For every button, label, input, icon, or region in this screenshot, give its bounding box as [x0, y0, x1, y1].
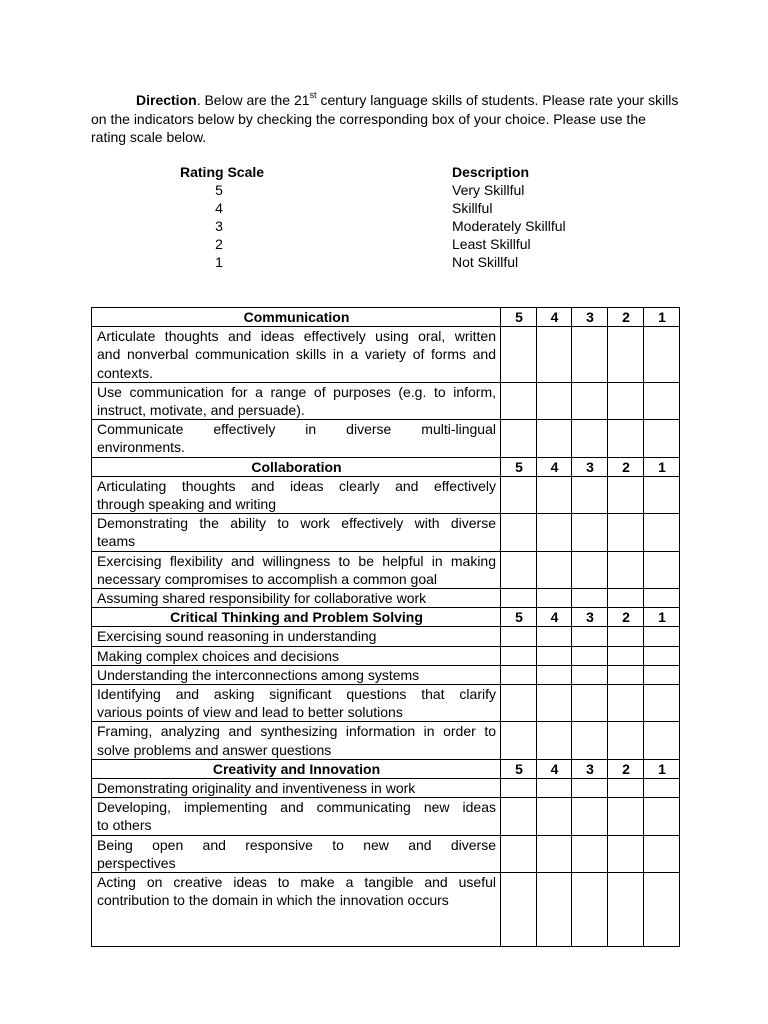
rating-checkbox-cell[interactable]	[501, 551, 537, 588]
rating-scale-row	[180, 181, 600, 199]
rating-checkbox-cell[interactable]	[537, 476, 572, 513]
indicator-row	[92, 722, 680, 759]
indicator-text	[92, 779, 501, 798]
indicator-line: teams	[97, 533, 136, 550]
rating-checkbox-cell[interactable]	[572, 327, 608, 383]
rating-checkbox-cell[interactable]	[608, 835, 644, 872]
rating-checkbox-cell[interactable]	[644, 476, 680, 513]
rating-checkbox-cell[interactable]	[572, 589, 608, 608]
rating-column-header: 1	[644, 457, 680, 476]
section-header-row	[92, 308, 680, 327]
indicator-text	[92, 551, 501, 588]
rating-column-header: 3	[572, 457, 608, 476]
indicator-line: solve problems and answer questions	[97, 741, 332, 758]
indicator-row	[92, 382, 680, 419]
indicator-line: Exercising sound reasoning in understanding	[97, 628, 377, 645]
rating-checkbox-cell[interactable]	[501, 476, 537, 513]
rating-checkbox-cell[interactable]	[608, 551, 644, 588]
rating-checkbox-cell[interactable]	[501, 627, 537, 646]
indicator-row	[92, 476, 680, 513]
rating-column-header: 3	[572, 608, 608, 627]
rating-checkbox-cell[interactable]	[572, 685, 608, 722]
rating-column-header: 4	[537, 608, 572, 627]
indicator-text	[92, 514, 501, 551]
section-title: Creativity and Innovation	[92, 759, 501, 778]
rating-column-header: 2	[608, 759, 644, 778]
section-title: Collaboration	[92, 457, 501, 476]
indicator-line: contribution to the domain in which the innovation occurs	[97, 892, 449, 909]
rating-checkbox-cell[interactable]	[501, 514, 537, 551]
rating-checkbox-cell[interactable]	[537, 779, 572, 798]
rating-checkbox-cell[interactable]	[572, 873, 608, 946]
rating-checkbox-cell[interactable]	[501, 665, 537, 684]
indicator-row	[92, 685, 680, 722]
rating-checkbox-cell[interactable]	[572, 476, 608, 513]
rating-checkbox-cell[interactable]	[608, 779, 644, 798]
indicator-line: necessary compromises to accomplish a common goal	[97, 570, 438, 587]
rating-scale-description: Skillful	[452, 200, 493, 216]
indicator-line: to others	[97, 817, 152, 834]
rating-checkbox-cell[interactable]	[572, 514, 608, 551]
direction-text-end: century language skills of students. Please rate your skills on the indicators below by checking the corresponding box of your choice. Please use the rating scale below.	[91, 92, 679, 145]
rating-checkbox-cell[interactable]	[572, 665, 608, 684]
rating-checkbox-cell[interactable]	[644, 589, 680, 608]
rating-scale-row	[180, 217, 600, 235]
indicator-line: Use communication for a range of purposes (e.g. to inform,	[97, 383, 496, 400]
rating-checkbox-cell[interactable]	[644, 685, 680, 722]
indicator-line: perspectives	[97, 854, 176, 871]
rating-checkbox-cell[interactable]	[537, 835, 572, 872]
rating-checkbox-cell[interactable]	[537, 798, 572, 835]
rating-checkbox-cell[interactable]	[501, 798, 537, 835]
rating-column-header: 2	[608, 457, 644, 476]
rating-column-header: 5	[501, 759, 537, 778]
rating-checkbox-cell[interactable]	[644, 835, 680, 872]
rating-checkbox-cell[interactable]	[608, 627, 644, 646]
rating-checkbox-cell[interactable]	[608, 420, 644, 457]
rating-checkbox-cell[interactable]	[572, 798, 608, 835]
rating-scale-header	[180, 163, 600, 181]
rating-checkbox-cell[interactable]	[572, 779, 608, 798]
indicator-row	[92, 646, 680, 665]
direction-paragraph	[91, 91, 680, 147]
rating-checkbox-cell[interactable]	[537, 873, 572, 946]
indicator-line: contexts.	[97, 364, 154, 381]
indicator-line: Demonstrating the ability to work effectively with diverse	[97, 515, 496, 532]
rating-checkbox-cell[interactable]	[537, 514, 572, 551]
indicator-row	[92, 627, 680, 646]
indicator-line: Articulating thoughts and ideas clearly and effectively	[97, 477, 496, 494]
rating-checkbox-cell[interactable]	[501, 420, 537, 457]
indicator-line: Framing, analyzing and synthesizing information in order to	[97, 723, 496, 740]
indicator-row	[92, 551, 680, 588]
rating-checkbox-cell[interactable]	[572, 835, 608, 872]
rating-checkbox-cell[interactable]	[644, 873, 680, 946]
indicator-row	[92, 327, 680, 383]
rating-checkbox-cell[interactable]	[537, 382, 572, 419]
rating-column-header: 5	[501, 608, 537, 627]
rating-checkbox-cell[interactable]	[608, 476, 644, 513]
indicator-text	[92, 476, 501, 513]
indicator-row	[92, 835, 680, 872]
rating-scale-value: 1	[215, 254, 223, 270]
rating-checkbox-cell[interactable]	[608, 722, 644, 759]
rating-column-header: 5	[501, 457, 537, 476]
rating-checkbox-cell[interactable]	[572, 420, 608, 457]
indicator-text	[92, 835, 501, 872]
indicator-line: Assuming shared responsibility for collaborative work	[97, 590, 427, 607]
indicator-row	[92, 589, 680, 608]
rating-checkbox-cell[interactable]	[644, 665, 680, 684]
indicator-line: Developing, implementing and communicating new ideas	[97, 799, 496, 816]
indicator-line: Communicate effectively in diverse multi-lingual	[97, 421, 496, 438]
description-heading: Description	[452, 164, 530, 180]
rating-checkbox-cell[interactable]	[501, 685, 537, 722]
rating-scale-value: 2	[215, 236, 223, 252]
rating-checkbox-cell[interactable]	[608, 798, 644, 835]
rating-checkbox-cell[interactable]	[501, 722, 537, 759]
section-title: Critical Thinking and Problem Solving	[92, 608, 501, 627]
indicator-text	[92, 798, 501, 835]
rating-column-header: 5	[501, 308, 537, 327]
rating-checkbox-cell[interactable]	[608, 589, 644, 608]
rating-checkbox-cell[interactable]	[608, 646, 644, 665]
rating-checkbox-cell[interactable]	[644, 779, 680, 798]
rating-checkbox-cell[interactable]	[608, 685, 644, 722]
rating-checkbox-cell[interactable]	[572, 627, 608, 646]
rating-column-header: 4	[537, 457, 572, 476]
indicator-line: Demonstrating originality and inventiveness in work	[97, 780, 416, 797]
indicator-row	[92, 514, 680, 551]
rating-column-header: 3	[572, 759, 608, 778]
rating-checkbox-cell[interactable]	[501, 382, 537, 419]
indicator-text	[92, 382, 501, 419]
indicator-line: Understanding the interconnections among systems	[97, 666, 420, 683]
rating-checkbox-cell[interactable]	[537, 685, 572, 722]
rating-checkbox-cell[interactable]	[537, 627, 572, 646]
section-header-row	[92, 759, 680, 778]
indicator-line: Acting on creative ideas to make a tangible and useful	[97, 874, 496, 891]
indicator-text	[92, 420, 501, 457]
indicator-text	[92, 685, 501, 722]
indicator-row	[92, 798, 680, 835]
rating-checkbox-cell[interactable]	[537, 420, 572, 457]
indicator-text	[92, 873, 501, 946]
rating-column-header: 1	[644, 308, 680, 327]
rating-checkbox-cell[interactable]	[537, 665, 572, 684]
rating-checkbox-cell[interactable]	[572, 551, 608, 588]
indicator-text	[92, 646, 501, 665]
indicator-row	[92, 873, 680, 946]
direction-text-start: . Below are the 21	[196, 92, 310, 108]
rating-scale-row	[180, 235, 600, 253]
section-title: Communication	[92, 308, 501, 327]
indicator-text	[92, 627, 501, 646]
rating-checkbox-cell[interactable]	[501, 327, 537, 383]
indicator-text	[92, 589, 501, 608]
rating-scale-description: Very Skillful	[452, 182, 525, 198]
rating-checkbox-cell[interactable]	[644, 382, 680, 419]
rating-checkbox-cell[interactable]	[644, 327, 680, 383]
rating-checkbox-cell[interactable]	[501, 589, 537, 608]
rating-column-header: 1	[644, 608, 680, 627]
rating-checkbox-cell[interactable]	[572, 646, 608, 665]
rating-checkbox-cell[interactable]	[537, 589, 572, 608]
indicator-row	[92, 420, 680, 457]
section-header-row	[92, 457, 680, 476]
rating-checkbox-cell[interactable]	[644, 420, 680, 457]
rating-scale-row	[180, 199, 600, 217]
rating-column-header: 3	[572, 308, 608, 327]
rating-checkbox-cell[interactable]	[608, 327, 644, 383]
indicator-line: Being open and responsive to new and diverse	[97, 836, 496, 853]
rating-checkbox-cell[interactable]	[501, 779, 537, 798]
indicator-line: and nonverbal communication skills in a variety of forms and	[97, 346, 496, 363]
rating-checkbox-cell[interactable]	[608, 514, 644, 551]
rating-scale-description: Moderately Skillful	[452, 218, 566, 234]
rating-checkbox-cell[interactable]	[644, 722, 680, 759]
rating-checkbox-cell[interactable]	[501, 835, 537, 872]
rating-scale-row	[180, 253, 600, 271]
rating-scale-value: 3	[215, 218, 223, 234]
rating-checkbox-cell[interactable]	[572, 382, 608, 419]
rating-checkbox-cell[interactable]	[608, 382, 644, 419]
rating-checkbox-cell[interactable]	[644, 514, 680, 551]
rating-column-header: 2	[608, 608, 644, 627]
indicator-line: instruct, motivate, and persuade).	[97, 402, 305, 419]
skills-rating-table	[91, 307, 680, 947]
indicator-line: Making complex choices and decisions	[97, 647, 340, 664]
rating-checkbox-cell[interactable]	[501, 646, 537, 665]
indicator-row	[92, 779, 680, 798]
indicator-line: Identifying and asking significant questions that clarify	[97, 686, 496, 703]
rating-checkbox-cell[interactable]	[537, 327, 572, 383]
rating-checkbox-cell[interactable]	[572, 722, 608, 759]
rating-scale-description: Not Skillful	[452, 254, 519, 270]
rating-checkbox-cell[interactable]	[644, 551, 680, 588]
rating-scale-heading: Rating Scale	[180, 164, 265, 180]
indicator-row	[92, 665, 680, 684]
section-header-row	[92, 608, 680, 627]
rating-scale-description: Least Skillful	[452, 236, 531, 252]
rating-checkbox-cell[interactable]	[644, 627, 680, 646]
indicator-text	[92, 722, 501, 759]
rating-checkbox-cell[interactable]	[501, 873, 537, 946]
indicator-line: Articulate thoughts and ideas effectively using oral, written	[97, 328, 496, 345]
rating-checkbox-cell[interactable]	[644, 646, 680, 665]
rating-checkbox-cell[interactable]	[644, 798, 680, 835]
indicator-line: various points of view and lead to better solutions	[97, 704, 403, 721]
rating-checkbox-cell[interactable]	[537, 551, 572, 588]
indicator-text	[92, 327, 501, 383]
rating-checkbox-cell[interactable]	[537, 722, 572, 759]
rating-column-header: 1	[644, 759, 680, 778]
rating-checkbox-cell[interactable]	[608, 873, 644, 946]
rating-checkbox-cell[interactable]	[608, 665, 644, 684]
indicator-line: Exercising flexibility and willingness to be helpful in making	[97, 552, 496, 569]
indicator-text	[92, 665, 501, 684]
indicator-line: through speaking and writing	[97, 496, 277, 513]
rating-column-header: 4	[537, 759, 572, 778]
direction-superscript: st	[309, 90, 317, 101]
rating-scale-value: 4	[215, 200, 223, 216]
rating-checkbox-cell[interactable]	[537, 646, 572, 665]
indicator-line: environments.	[97, 439, 185, 456]
rating-column-header: 2	[608, 308, 644, 327]
direction-label: Direction	[136, 92, 197, 108]
rating-scale-value: 5	[215, 182, 223, 198]
rating-column-header: 4	[537, 308, 572, 327]
rating-scale-legend	[180, 163, 600, 271]
